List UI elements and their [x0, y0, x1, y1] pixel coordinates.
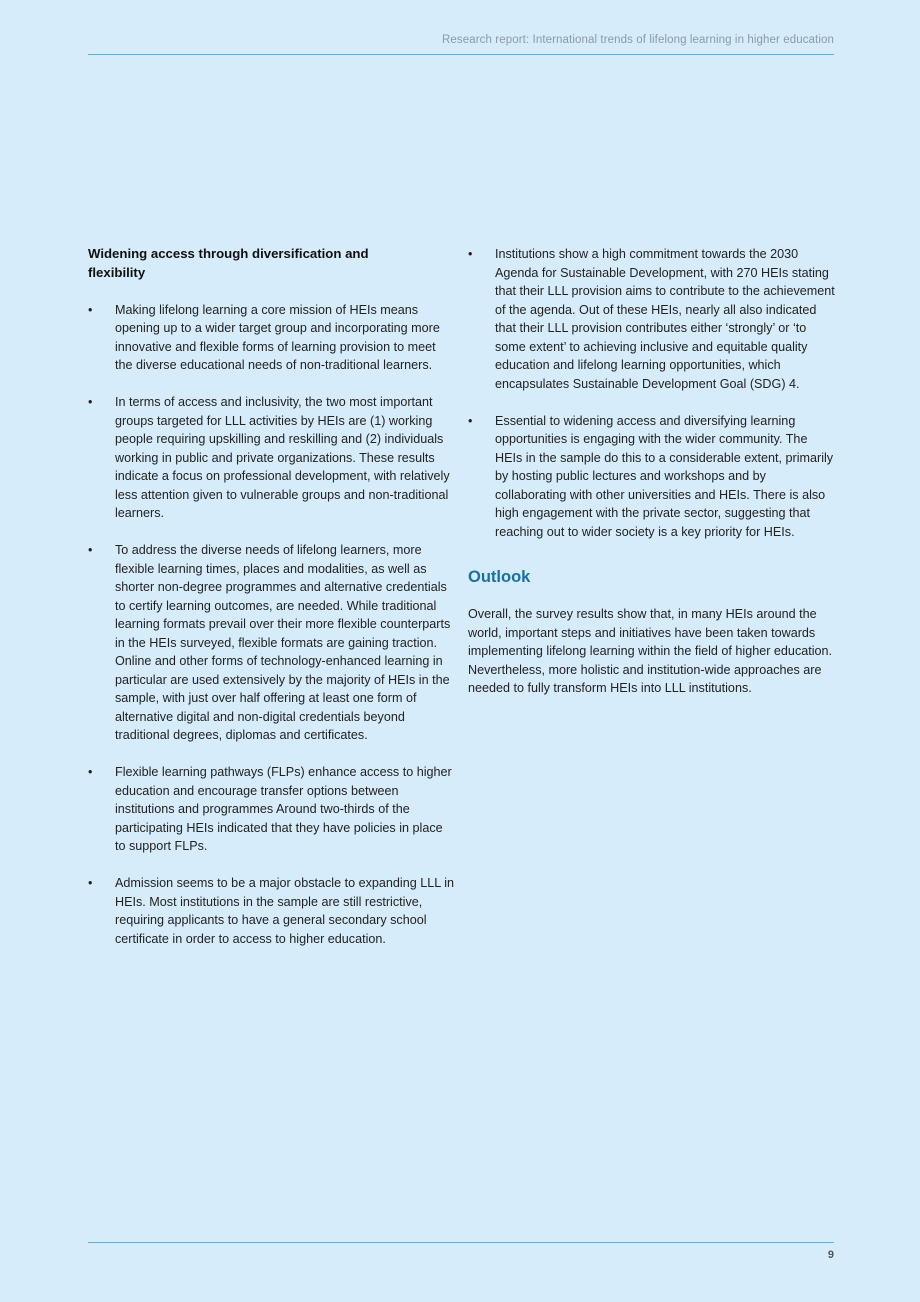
outlook-heading: Outlook — [468, 568, 531, 586]
list-item — [88, 541, 456, 745]
right-column — [468, 245, 836, 698]
list-item-text: Essential to widening access and diversifying learning opportunities is engaging with the wider community. The HEIs in the sample do this to a considerable extent, primarily by hosting public lectures and workshops and by collaborating with other universities and HEIs. There is also high engagement with the private sector, suggesting that reaching out to wider society is a key priority for HEIs. — [495, 413, 834, 539]
list-item-text: Flexible learning pathways (FLPs) enhance access to higher education and encourage transfer options between institutions and programmes Around two-thirds of the participating HEIs indicated that they have policies in place to support FLPs. — [115, 765, 452, 853]
bullet-icon: • — [88, 302, 93, 317]
section-subheading: Widening access through diversification and flexibility — [88, 246, 369, 280]
list-item — [88, 874, 456, 948]
page-number: 9 — [827, 1249, 834, 1261]
bullet-icon: • — [88, 876, 93, 890]
left-column — [88, 245, 456, 967]
right-bullet-list — [468, 245, 836, 541]
list-item — [468, 245, 836, 393]
footer-rule — [88, 1242, 834, 1243]
list-item-text: Admission seems to be a major obstacle to expanding LLL in HEIs. Most institutions in the sample are still restrictive, requiring applicants to have a general secondary school certificate in order to access to higher education. — [115, 876, 455, 946]
list-item-text: Making lifelong learning a core mission of HEIs means opening up to a wider target group and incorporating more innovative and flexible forms of learning provision to meet the diverse educational needs of non-traditional learners. — [115, 302, 440, 372]
list-item — [468, 412, 836, 542]
bullet-icon: • — [88, 765, 93, 779]
outlook-paragraph: Overall, the survey results show that, in many HEIs around the world, important steps and initiatives have been taken towards implementing lifelong learning within the field of higher education. Nevertheless, more holistic and institution-wide approaches are needed to fully transform HEIs into LLL institutions. — [468, 607, 833, 695]
list-item — [88, 393, 456, 523]
header-rule — [88, 54, 834, 55]
list-item — [88, 763, 456, 856]
list-item-text: In terms of access and inclusivity, the two most important groups targeted for LLL activities by HEIs are (1) working people requiring upskilling and reskilling and (2) individuals working in public and private organizations. These results indicate a focus on professional development, with relatively less attention given to vulnerable groups and non-traditional learners. — [115, 395, 450, 520]
bullet-icon: • — [468, 413, 473, 428]
running-header: Research report: International trends of lifelong learning in higher education — [441, 34, 834, 46]
bullet-icon: • — [88, 395, 93, 409]
bullet-icon: • — [468, 247, 473, 261]
left-bullet-list — [88, 301, 456, 949]
bullet-icon: • — [88, 543, 93, 557]
list-item-text: To address the diverse needs of lifelong learners, more flexible learning times, places and modalities, as well as shorter non-degree programmes and alternative credentials to certify learning outcomes, are needed. While traditional learning formats prevail over their more flexible counterparts in the HEIs surveyed, flexible formats are gaining traction. Online and other forms of technology-enhanced learning in particular are used extensively by the majority of HEIs in the sample, with just over half offering at least one form of alternative digital and non-digital credentials beyond traditional degrees, diplomas and certificates. — [115, 543, 451, 742]
list-item-text: Institutions show a high commitment towards the 2030 Agenda for Sustainable Development, with 270 HEIs stating that their LLL provision aims to contribute to the achievement of the agenda. Out of these HEIs, nearly all also indicated that their LLL provision contributes either ‘strongly’ or ‘to some extent’ to achieving inclusive and equitable quality education and lifelong learning opportunities, which encapsulates Sustainable Development Goal (SDG) 4. — [495, 247, 835, 391]
list-item — [88, 301, 456, 375]
